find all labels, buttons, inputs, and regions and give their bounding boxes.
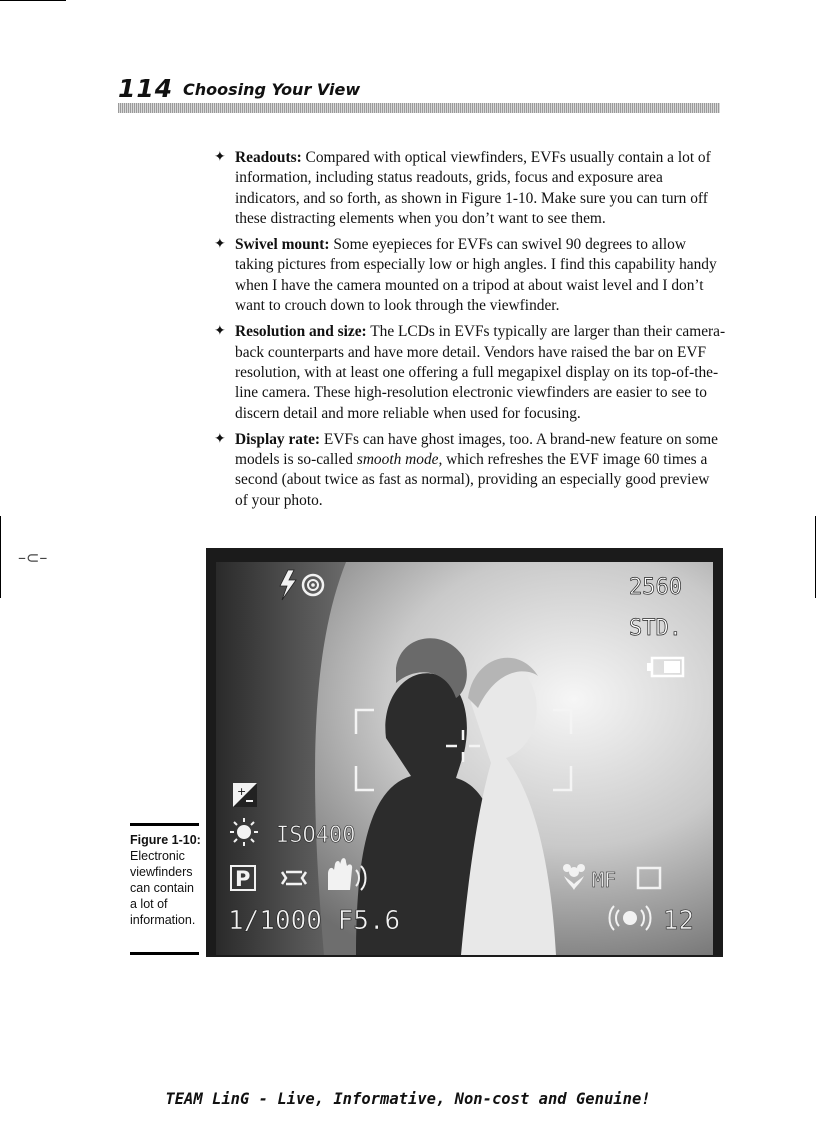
crop-mark-top	[0, 0, 66, 1]
frame-top	[206, 548, 723, 562]
figure-caption	[130, 832, 202, 928]
four-point-star-icon: ✦	[214, 237, 226, 253]
four-point-star-icon: ✦	[214, 150, 226, 165]
caption-rule-bottom	[130, 952, 199, 955]
focus-mode-readout: MF	[592, 868, 617, 892]
running-head: Choosing Your View	[183, 80, 361, 99]
bullet-list	[214, 148, 726, 517]
bullet-term: Resolution and size:	[235, 323, 367, 341]
bullet-text-continued: which refreshes the EVF image 60 times a second (about twice as fast as normal), providing an especially good preview of your photo.	[235, 451, 710, 509]
svg-text:+: +	[237, 785, 247, 798]
four-point-star-icon: ✦	[214, 324, 226, 340]
viewfinder-photo	[206, 548, 723, 957]
registration-mark-icon: –⊂–	[18, 548, 48, 567]
shooting-mode: P	[235, 867, 251, 891]
bullet-emphasis: smooth mode,	[356, 451, 443, 469]
bullet-item-resolution-size	[214, 322, 726, 423]
iso-readout: ISO400	[276, 823, 356, 848]
bullet-item-readouts	[214, 148, 726, 229]
bullet-text: EVFs can have ghost images, too. A brand-new feature on some models is so-called	[235, 430, 718, 469]
bullet-term: Display rate:	[235, 430, 321, 448]
bullet-term: Readouts:	[235, 149, 302, 166]
header-rule	[118, 103, 720, 113]
bullet-item-swivel-mount	[214, 235, 726, 316]
resolution-readout: 2560	[629, 575, 682, 600]
caption-rule-top	[130, 823, 199, 826]
bullet-text: Some eyepieces for EVFs can swivel 90 degrees to allow taking pictures from especially low or high angles. I find this capability handy when I have the camera mounted on a tripod at about waist level and I don’t want to crouch down to look through the viewfinder.	[235, 236, 717, 315]
quality-readout: STD.	[629, 616, 682, 641]
exposure-readout: 1/1000 F5.6	[228, 906, 401, 936]
shots-remaining: 12	[662, 906, 694, 936]
evf-figure	[206, 548, 723, 957]
crop-mark-left	[0, 516, 1, 598]
bullet-text: The LCDs in EVFs typically are larger than their camera-back counterparts and have more detail. Vendors have raised the bar on EVF resolution, with at least one offering a full megapixel display on its top-of-the-line camera. These high-resolution electronic viewfinders are easier to see to discern detail and more reliable when used for focusing.	[235, 323, 726, 422]
bullet-text: Compared with optical viewfinders, EVFs usually contain a lot of information, including status readouts, grids, focus and exposure area indicators, and so forth, as shown in Figure 1-10. Make sure you can turn off these distracting elements when you don’t want to see them.	[235, 149, 711, 227]
exposure-compensation-icon	[233, 783, 257, 807]
figure-label: Figure 1-10:	[130, 833, 201, 847]
page-number: 114	[118, 74, 174, 103]
four-point-star-icon: ✦	[214, 431, 226, 447]
footer-text: TEAM LinG - Live, Informative, Non-cost and Genuine!	[165, 1090, 651, 1108]
bullet-term: Swivel mount:	[235, 236, 330, 254]
bullet-item-display-rate	[214, 430, 726, 511]
figure-caption-text: Electronic viewfinders can contain a lot of information.	[130, 849, 196, 927]
